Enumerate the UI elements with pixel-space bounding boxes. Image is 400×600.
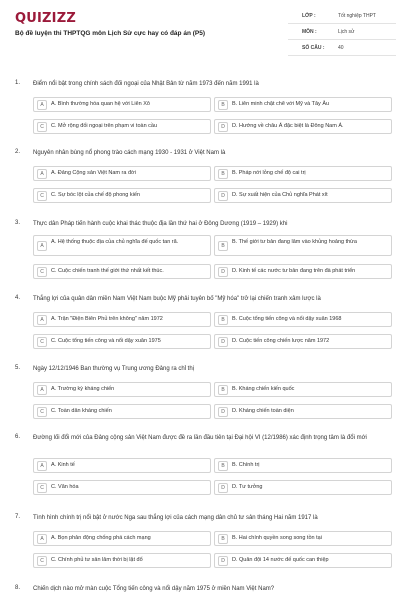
question-number: 7. xyxy=(15,514,21,520)
worksheet-header xyxy=(0,0,400,64)
option-d[interactable] xyxy=(214,404,392,419)
option-b[interactable] xyxy=(214,312,392,327)
option-text: C. Cuộc tổng tiến công và nổi dậy xuân 1975 xyxy=(51,338,161,344)
question-number: 5. xyxy=(15,365,21,371)
option-text: A. Bọn phản động chống phá cách mạng xyxy=(51,535,151,541)
option-text: A. Hệ thống thuộc địa của chủ nghĩa đế quốc tan rã. xyxy=(51,239,179,245)
option-c[interactable] xyxy=(33,404,211,419)
question-text: Nguyên nhân bùng nổ phong trào cách mạng 1930 - 1931 ở Việt Nam là xyxy=(33,150,226,156)
option-text: A. Trận "Điện Biên Phủ trên không" năm 1972 xyxy=(51,316,163,322)
option-d[interactable] xyxy=(214,553,392,568)
question-text: Tình hình chính trị nổi bật ở nước Nga sau thắng lợi của cách mạng dân chủ tư sản tháng Hai năm 1917 là xyxy=(33,515,318,521)
option-c[interactable] xyxy=(33,334,211,349)
option-b[interactable] xyxy=(214,166,392,181)
option-d[interactable] xyxy=(214,264,392,279)
option-letter: A xyxy=(37,241,47,251)
question-text: Điểm nổi bật trong chính sách đối ngoại của Nhật Bản từ năm 1973 đến năm 1991 là xyxy=(33,81,259,87)
option-c[interactable] xyxy=(33,264,211,279)
option-text: C. Sự bóc lột của chế độ phong kiến xyxy=(51,192,140,198)
option-text: D. Kháng chiến toàn diện xyxy=(232,408,294,414)
option-letter: C xyxy=(37,556,47,566)
option-text: C. Mở rộng đối ngoại trên phạm vi toàn cầu xyxy=(51,123,158,129)
question-number: 2. xyxy=(15,149,21,155)
option-letter: A xyxy=(37,385,47,395)
option-text: B. Cuộc tổng tiến công và nổi dậy xuân 1968 xyxy=(232,316,342,322)
meta-value: Lịch sử xyxy=(338,29,355,35)
option-b[interactable] xyxy=(214,235,392,256)
option-text: B. Kháng chiến kiến quốc xyxy=(232,386,295,392)
option-a[interactable] xyxy=(33,166,211,181)
option-d[interactable] xyxy=(214,119,392,134)
option-letter: C xyxy=(37,191,47,201)
question-number: 1. xyxy=(15,80,21,86)
option-text: A. Đảng Cộng sản Việt Nam ra đời xyxy=(51,170,136,176)
option-text: D. Sự xuất hiện của Chủ nghĩa Phát xít xyxy=(232,192,328,198)
option-d[interactable] xyxy=(214,188,392,203)
option-text: D. Kinh tế các nước tư bản đang trên đà phát triển xyxy=(232,268,356,274)
option-a[interactable] xyxy=(33,97,211,112)
option-text: D. Tư tưởng xyxy=(232,484,263,490)
option-d[interactable] xyxy=(214,480,392,495)
option-text: B. Chính trị xyxy=(232,462,260,468)
quizizz-logo: QUIZIZZ xyxy=(15,11,76,26)
option-letter: B xyxy=(218,315,228,325)
option-letter: D xyxy=(218,556,228,566)
option-text: A. Trường kỳ kháng chiến xyxy=(51,386,115,392)
option-letter: B xyxy=(218,169,228,179)
option-letter: D xyxy=(218,337,228,347)
option-text: C. Cuộc chiến tranh thế giới thứ nhất kết thúc. xyxy=(51,268,164,274)
option-letter: B xyxy=(218,461,228,471)
option-text: B. Pháp nới lỏng chế độ cai trị xyxy=(232,170,306,176)
option-c[interactable] xyxy=(33,480,211,495)
option-letter: D xyxy=(218,407,228,417)
option-text: C. Toàn dân kháng chiến xyxy=(51,408,112,414)
option-text: A. Bình thường hóa quan hệ với Liên Xô xyxy=(51,101,150,107)
option-letter: D xyxy=(218,191,228,201)
option-text: A. Kinh tế xyxy=(51,462,75,468)
option-c[interactable] xyxy=(33,188,211,203)
question-text: Thực dân Pháp tiến hành cuộc khai thác thuộc địa lần thứ hai ở Đông Dương (1919 – 1929) khi xyxy=(33,221,288,227)
meta-row-class xyxy=(288,8,396,24)
meta-key: LỚP : xyxy=(302,13,316,19)
question-number: 6. xyxy=(15,434,21,440)
option-b[interactable] xyxy=(214,382,392,397)
option-letter: C xyxy=(37,407,47,417)
option-text: D. Quân đội 14 nước đế quốc can thiệp xyxy=(232,557,329,563)
option-a[interactable] xyxy=(33,531,211,546)
option-c[interactable] xyxy=(33,119,211,134)
option-letter: D xyxy=(218,267,228,277)
option-a[interactable] xyxy=(33,382,211,397)
option-b[interactable] xyxy=(214,458,392,473)
option-letter: B xyxy=(218,534,228,544)
option-letter: B xyxy=(218,385,228,395)
option-letter: A xyxy=(37,534,47,544)
option-letter: D xyxy=(218,483,228,493)
option-letter: C xyxy=(37,122,47,132)
option-d[interactable] xyxy=(214,334,392,349)
option-a[interactable] xyxy=(33,312,211,327)
question-text: Chiến dịch nào mở màn cuộc Tổng tiến công và nổi dậy năm 1975 ở miền Nam Việt Nam? xyxy=(33,586,275,592)
option-a[interactable] xyxy=(33,235,211,256)
option-text: B. Thế giới tư bản đang lâm vào khủng hoảng thừa xyxy=(232,239,357,245)
question-text: Thắng lợi của quân dân miền Nam Việt Nam buộc Mỹ phải tuyên bố "Mỹ hóa" trở lại chiến tranh xâm lược là xyxy=(33,296,321,302)
question-number: 4. xyxy=(15,295,21,301)
option-letter: B xyxy=(218,100,228,110)
option-text: D. Hướng về châu Á đặc biệt là Đông Nam Á. xyxy=(232,123,344,129)
meta-key: SỐ CÂU : xyxy=(302,45,325,51)
worksheet-meta xyxy=(288,8,396,56)
question-number: 3. xyxy=(15,220,21,226)
option-b[interactable] xyxy=(214,97,392,112)
option-letter: A xyxy=(37,315,47,325)
option-text: C. Văn hóa xyxy=(51,484,79,490)
option-text: B. Hai chính quyền song song tồn tại xyxy=(232,535,322,541)
question-number: 8. xyxy=(15,585,21,591)
option-letter: C xyxy=(37,483,47,493)
option-b[interactable] xyxy=(214,531,392,546)
option-letter: A xyxy=(37,169,47,179)
worksheet-title: Bộ đề luyện thi THPTQG môn Lịch Sử cực hay có đáp án (P5) xyxy=(15,30,205,37)
question-text: Đường lối đổi mới của Đảng cộng sản Việt Nam được đề ra lần đầu tiên tại Đại hội VI (12/1986) xác định trọng tâm là đổi mới xyxy=(33,435,367,441)
option-text: D. Cuộc tiến công chiến lược năm 1972 xyxy=(232,338,330,344)
option-letter: B xyxy=(218,241,228,251)
meta-row-count xyxy=(288,40,396,56)
option-letter: A xyxy=(37,100,47,110)
option-c[interactable] xyxy=(33,553,211,568)
meta-value: 40 xyxy=(338,45,344,51)
option-text: B. Liên minh chặt chẽ với Mỹ và Tây Âu xyxy=(232,101,330,107)
option-letter: D xyxy=(218,122,228,132)
meta-key: MÔN : xyxy=(302,29,317,35)
option-letter: A xyxy=(37,461,47,471)
meta-row-subject xyxy=(288,24,396,40)
option-letter: C xyxy=(37,267,47,277)
meta-value: Tốt nghiệp THPT xyxy=(338,13,376,19)
option-text: C. Chính phủ tư sản lâm thời bị lật đổ xyxy=(51,557,143,563)
option-a[interactable] xyxy=(33,458,211,473)
option-letter: C xyxy=(37,337,47,347)
question-text: Ngày 12/12/1946 Ban thường vụ Trung ương Đảng ra chỉ thị xyxy=(33,366,195,372)
